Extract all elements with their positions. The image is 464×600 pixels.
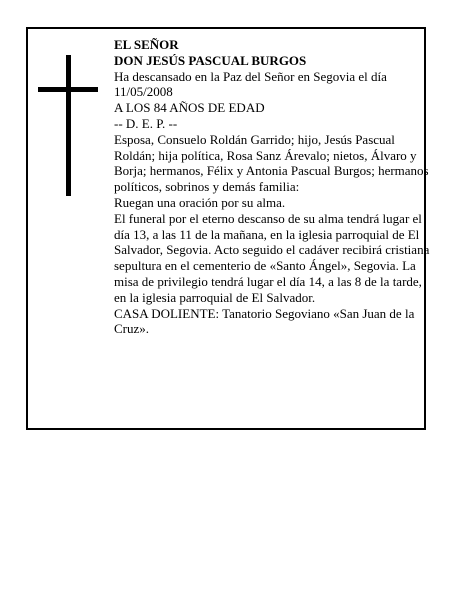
mourning-house: CASA DOLIENTE: Tanatorio Segoviano «San Juan de la Cruz». xyxy=(114,305,415,337)
notice-title: EL SEÑOR xyxy=(114,37,179,52)
prayer-request: Ruegan una oración por su alma. xyxy=(114,194,286,210)
rip-line: -- D. E. P. -- xyxy=(114,115,178,131)
deceased-name: DON JESÚS PASCUAL BURGOS xyxy=(114,52,307,68)
family-list: Esposa, Consuelo Roldán Garrido; hijo, Jesús Pascual Roldán; hija política, Rosa Sanz Árevalo; nietos, Álvaro y Borja; hermanos, Félix y Antonia Pascual Burgos; hermanos políticos, sobrinos y demás familia: xyxy=(114,131,429,195)
age-line: A LOS 84 AÑOS DE EDAD xyxy=(114,100,265,116)
cross-icon xyxy=(38,55,98,196)
obituary-text xyxy=(114,37,432,337)
funeral-details: El funeral por el eterno descanso de su alma tendrá lugar el día 13, a las 11 de la mañana, en la iglesia parroquial de El Salvador, Segovia. Acto seguido el cadáver recibirá cristiana sepultura en el cementerio de «Santo Ángel», Segovia. La misa de privilegio tendrá lugar el día 14, a las 8 de la tarde, en la iglesia parroquial de El Salvador. xyxy=(114,210,430,305)
cross-vertical-bar xyxy=(66,55,71,196)
death-notice: Ha descansado en la Paz del Señor en Segovia el día 11/05/2008 xyxy=(114,68,387,100)
cross-horizontal-bar xyxy=(38,87,98,92)
